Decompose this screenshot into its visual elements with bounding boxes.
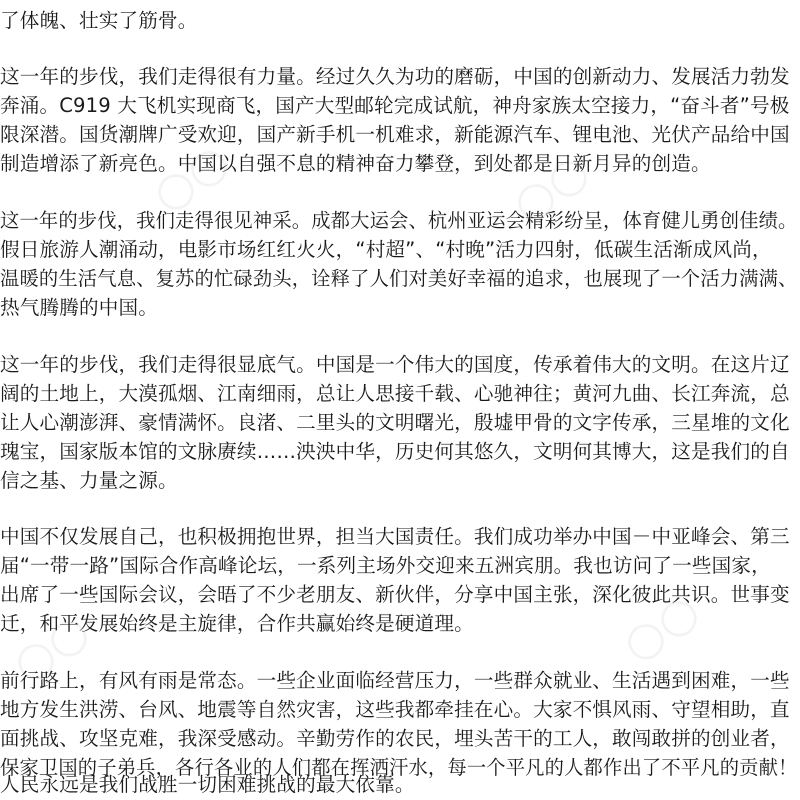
- text-line: 出席了一些国际会议，会晤了不少老朋友、新伙伴，分享中国主张，深化彼此共识。世事变: [0, 583, 790, 606]
- text-line: 温暖的生活气息、复苏的忙碌劲头，诠释了人们对美好幸福的追求，也展现了一个活力满满、: [0, 267, 798, 290]
- text-line: 这一年的步伐，我们走得很显底气。中国是一个伟大的国度，传承着伟大的文明。在这片辽: [0, 353, 790, 376]
- text-line: 届“一带一路”国际合作高峰论坛，一系列主场外交迎来五洲宾朋。我也访问了一些国家，: [0, 554, 771, 577]
- text-line: 这一年的步伐，我们走得很有力量。经过久久为功的磨砺，中国的创新动力、发展活力勃发: [0, 65, 790, 88]
- text-line: 保家卫国的子弟兵，各行各业的人们都在挥洒汗水，每一个平凡的人都作出了不平凡的贡献！: [0, 756, 798, 779]
- text-line: 阔的土地上，大漠孤烟、江南细雨，总让人思接千载、心驰神往；黄河九曲、长江奔流，总: [0, 382, 790, 405]
- watermark: ○○: [141, 131, 239, 223]
- text-line: 中国不仅发展自己，也积极拥抱世界，担当大国责任。我们成功举办中国－中亚峰会、第三: [0, 525, 790, 548]
- text-line: 信之基、力量之源。: [0, 469, 178, 492]
- text-line: 瑰宝，国家版本馆的文脉赓续……泱泱中华，历史何其悠久，文明何其博大，这是我们的自: [0, 440, 790, 463]
- watermark: ○○: [1, 601, 99, 693]
- text-line: 面挑战、攻坚克难，我深受感动。辛勤劳作的农民，埋头苦干的工人，敢闯敢拼的创业者，: [0, 727, 790, 750]
- watermark: ○○: [611, 581, 709, 673]
- text-line: 热气腾腾的中国。: [0, 296, 158, 319]
- text-line: 奔涌。C919 大飞机实现商飞，国产大型邮轮完成试航，神舟家族太空接力，“奋斗者”号极: [0, 94, 790, 117]
- text-line: 地方发生洪涝、台风、地震等自然灾害，这些我都牵挂在心。大家不惧风雨、守望相助，直: [0, 698, 790, 721]
- watermark: ○○: [501, 141, 599, 233]
- text-line: 限深潜。国货潮牌广受欢迎，国产新手机一机难求，新能源汽车、锂电池、光伏产品给中国: [0, 123, 790, 146]
- text-line: 制造增添了新亮色。中国以自强不息的精神奋力攀登，到处都是日新月异的创造。: [0, 152, 711, 175]
- text-line: 让人心潮澎湃、豪情满怀。良渚、二里头的文明曙光，殷墟甲骨的文字传承，三星堆的文化: [0, 411, 790, 434]
- text-line: 这一年的步伐，我们走得很见神采。成都大运会、杭州亚运会精彩纷呈，体育健儿勇创佳绩。: [0, 209, 798, 232]
- text-line: 人民永远是我们战胜一切困难挑战的最大依靠。: [0, 773, 415, 796]
- text-line: 假日旅游人潮涌动，电影市场红红火火，“村超”、“村晚”活力四射，低碳生活渐成风尚，: [0, 238, 772, 261]
- text-line: 前行路上，有风有雨是常态。一些企业面临经营压力，一些群众就业、生活遇到困难，一些: [0, 669, 790, 692]
- text-line: 了体魄、壮实了筋骨。: [0, 9, 198, 32]
- text-line: 迁，和平发展始终是主旋律，合作共赢始终是硬道理。: [0, 612, 474, 635]
